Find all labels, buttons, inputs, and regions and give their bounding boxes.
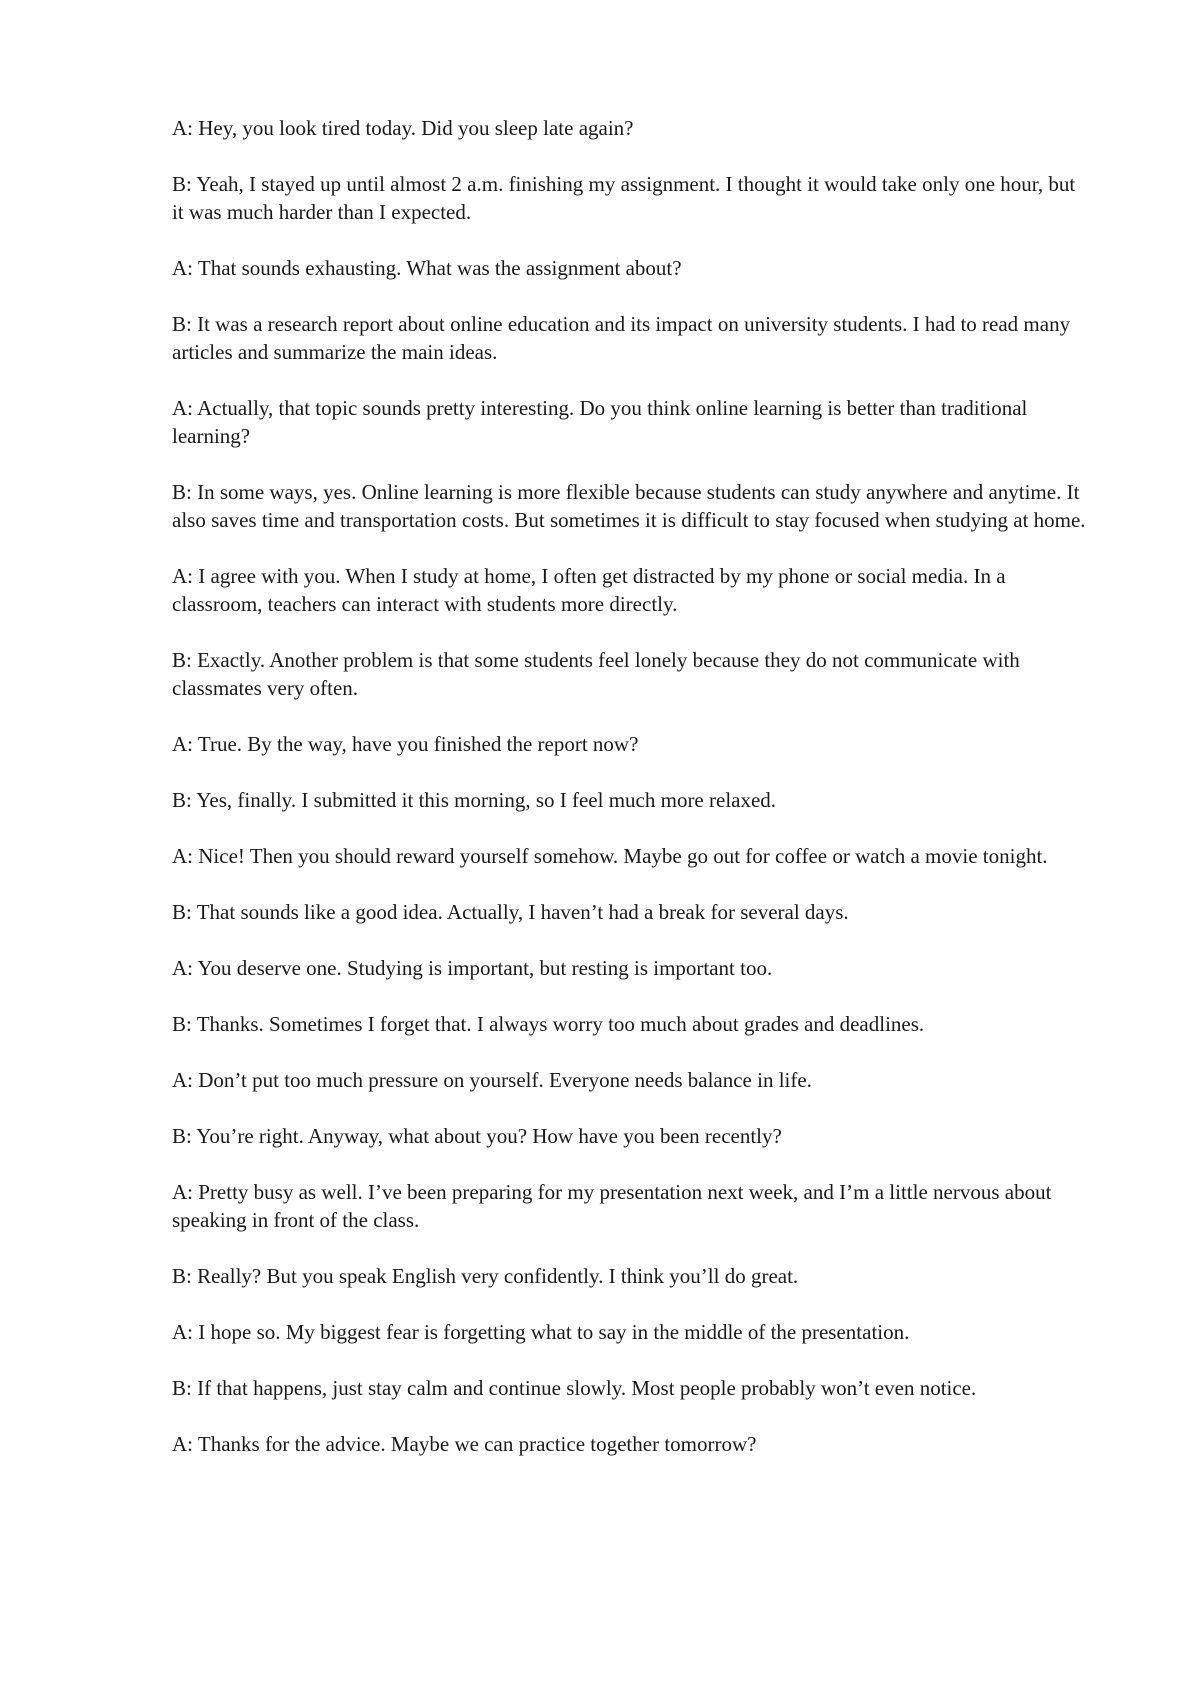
dialogue-line: A: That sounds exhausting. What was the assignment about? <box>172 256 682 280</box>
dialogue-line: B: You’re right. Anyway, what about you? How have you been recently? <box>172 1124 782 1148</box>
dialogue-body <box>172 114 1088 1486</box>
dialogue-line: A: Actually, that topic sounds pretty interesting. Do you think online learning is better than traditional learning? <box>172 396 1028 448</box>
dialogue-line: A: Thanks for the advice. Maybe we can practice together tomorrow? <box>172 1432 757 1456</box>
dialogue-line: A: I hope so. My biggest fear is forgetting what to say in the middle of the presentation. <box>172 1320 910 1344</box>
dialogue-line: B: Really? But you speak English very confidently. I think you’ll do great. <box>172 1264 799 1288</box>
dialogue-line: A: Pretty busy as well. I’ve been preparing for my presentation next week, and I’m a little nervous about speaking in front of the class. <box>172 1180 1052 1232</box>
dialogue-line: B: Yes, finally. I submitted it this morning, so I feel much more relaxed. <box>172 788 777 812</box>
dialogue-line: A: Hey, you look tired today. Did you sleep late again? <box>172 116 634 140</box>
dialogue-line: B: Yeah, I stayed up until almost 2 a.m. finishing my assignment. I thought it would take only one hour, but it was much harder than I expected. <box>172 172 1076 224</box>
dialogue-line: B: If that happens, just stay calm and continue slowly. Most people probably won’t even notice. <box>172 1376 977 1400</box>
dialogue-line: B: It was a research report about online education and its impact on university students. I had to read many articles and summarize the main ideas. <box>172 312 1071 364</box>
dialogue-line: B: Thanks. Sometimes I forget that. I always worry too much about grades and deadlines. <box>172 1012 925 1036</box>
dialogue-line: B: In some ways, yes. Online learning is more flexible because students can study anywhere and anytime. It also saves time and transportation costs. But sometimes it is difficult to stay focused when studying at home. <box>172 480 1086 532</box>
dialogue-line: A: True. By the way, have you finished the report now? <box>172 732 639 756</box>
dialogue-line: B: That sounds like a good idea. Actually, I haven’t had a break for several days. <box>172 900 849 924</box>
dialogue-line: A: I agree with you. When I study at home, I often get distracted by my phone or social media. In a classroom, teachers can interact with students more directly. <box>172 564 1006 616</box>
dialogue-line: B: Exactly. Another problem is that some students feel lonely because they do not communicate with classmates very often. <box>172 648 1020 700</box>
dialogue-line: A: You deserve one. Studying is important, but resting is important too. <box>172 956 773 980</box>
dialogue-line: A: Nice! Then you should reward yourself somehow. Maybe go out for coffee or watch a movie tonight. <box>172 844 1048 868</box>
dialogue-line: A: Don’t put too much pressure on yourself. Everyone needs balance in life. <box>172 1068 812 1092</box>
